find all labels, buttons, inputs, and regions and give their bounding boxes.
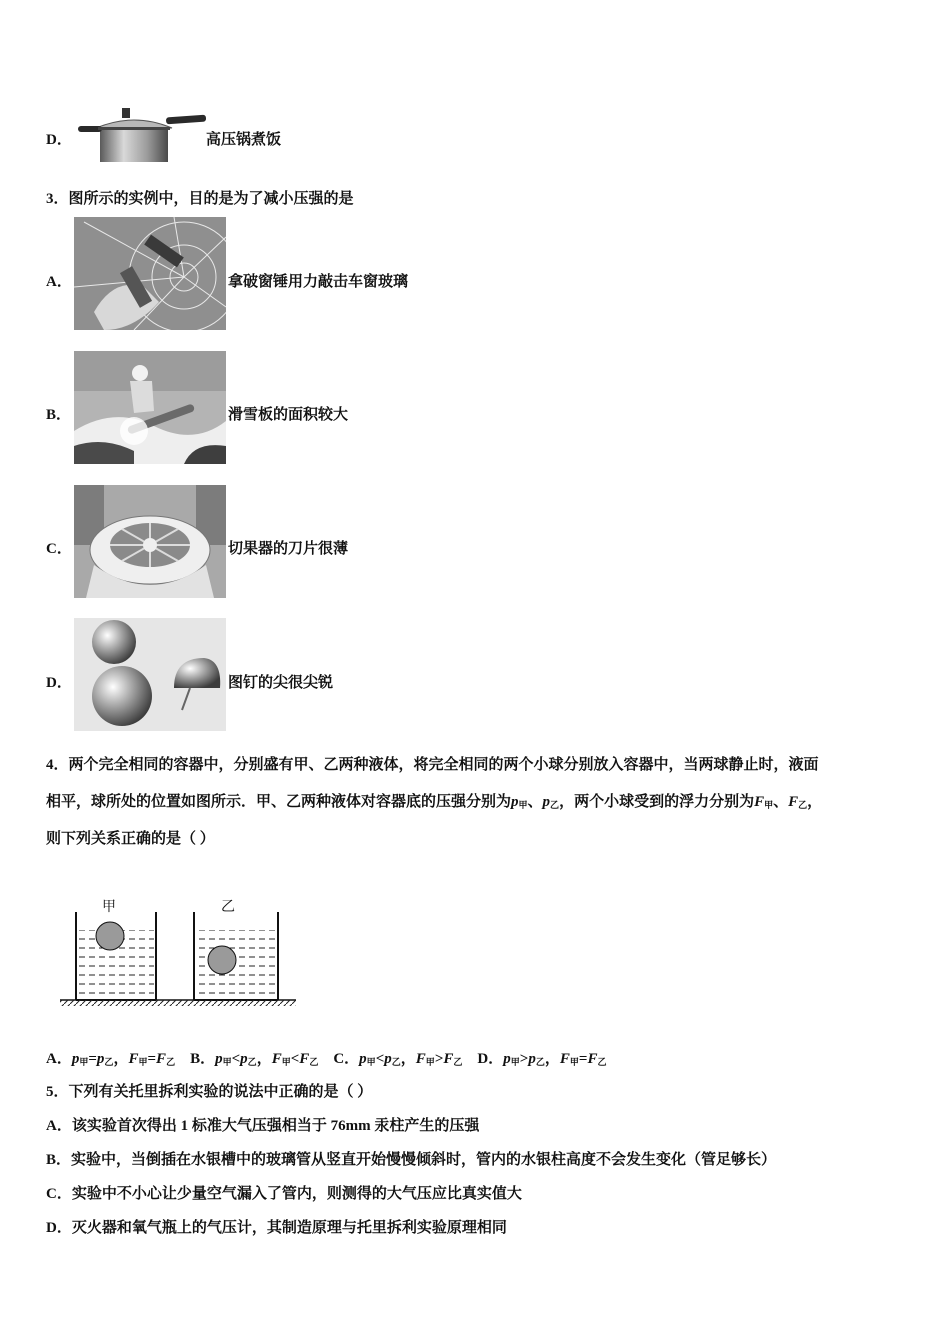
q3-option-b-letter: B． [46,407,72,423]
q4-answer-options [46,1047,606,1068]
q4-stem-line2: 相平，球所处的位置如图所示．甲、乙两种液体对容器底的压强分别为$p_甲$、$p_乙$，两个小球受到的浮力分别为$F_甲$、$F_乙$， [46,794,823,810]
q4-stem-line3: 则下列关系正确的是（ ） [46,831,215,847]
fruit-slicer-icon [74,485,226,598]
q3-option-d-letter: D． [46,675,72,691]
q5-option-c: C．实验中不小心让少量空气漏入了管内，则测得的大气压应比真实值大 [46,1186,522,1202]
q3-option-c-text: 切果器的刀片很薄 [228,541,349,557]
q4-option-d: D．$p_甲>p_乙$，$F_甲=F_乙$ [477,1051,607,1067]
q5-option-d: D．灭火器和氧气瓶上的气压计，其制造原理与托里拆利实验原理相同 [46,1220,507,1236]
q4-label-jia: 甲 [102,899,116,915]
option-letter: D． [46,132,72,148]
q3-option-b-text: 滑雪板的面积较大 [228,407,349,423]
q3-stem: 3．图所示的实例中，目的是为了减小压强的是 [46,191,354,207]
q4-option-c: C．$p_甲<p_乙$，$F_甲>F_乙$ [333,1051,463,1067]
skier-icon [74,351,226,464]
pressure-cooker-icon [78,106,206,162]
q3-option-a-letter: A． [46,274,72,290]
q4-option-b: B．$p_甲<p_乙$，$F_甲<F_乙$ [190,1051,319,1067]
q4-containers-figure [58,890,298,1006]
q4-label-yi: 乙 [221,899,235,915]
q5-option-b: B．实验中，当倒插在水银槽中的玻璃管从竖直开始慢慢倾斜时，管内的水银柱高度不会发生变化（管足够长） [46,1152,777,1168]
thumbtack-icon [74,618,226,731]
q3-option-d-text: 图钉的尖很尖锐 [228,675,334,691]
q5-option-a: A．该实验首次得出 1 标准大气压强相当于 76mm 汞柱产生的压强 [46,1118,480,1134]
q5-stem: 5．下列有关托里拆利实验的说法中正确的是（ ） [46,1084,373,1100]
q4-stem-line1: 4．两个完全相同的容器中，分别盛有甲、乙两种液体，将完全相同的两个小球分别放入容器中，当两球静止时，液面 [46,757,819,773]
q4-option-a: A．$p_甲=p_乙$，$F_甲=F_乙$ [46,1051,176,1067]
q2-option-d-text: 高压锅煮饭 [206,132,282,148]
q3-option-a-text: 拿破窗锤用力敲击车窗玻璃 [228,274,409,290]
hammer-breaking-glass-icon [74,217,226,330]
q3-option-c-letter: C． [46,541,72,557]
q2-option-d [46,128,72,149]
